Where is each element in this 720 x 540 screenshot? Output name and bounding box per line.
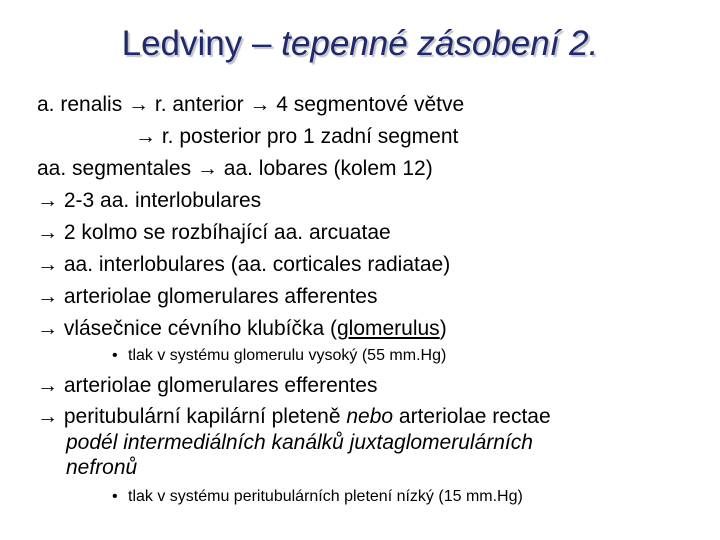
text-line-interlobulares: → 2-3 aa. interlobulares: [37, 189, 262, 212]
capillary-prefix: → vlásečnice cévního klubíčka (: [37, 317, 337, 340]
peritubular-suffix: arteriolae rectae: [393, 405, 551, 428]
capillary-suffix: ): [439, 317, 447, 340]
text-line-posterior: → r. posterior pro 1 zadní segment: [135, 125, 459, 148]
text-line-corticales: → aa. interlobulares (aa. corticales radiatae): [37, 253, 451, 276]
glomerulus-term: glomerulus: [336, 317, 440, 340]
text-line-efferentes: → arteriolae glomerulares efferentes: [37, 374, 378, 397]
text-line-continuation-1: podél intermediálních kanálků juxtaglomerulárních: [66, 431, 533, 454]
bullet-text: tlak v systému peritubulárních pletení nízký (15 mm.Hg): [128, 488, 523, 505]
bullet-icon: •: [112, 347, 118, 364]
text-line-renalis: a. renalis → r. anterior → 4 segmentové větve: [37, 93, 465, 116]
bullet-glomerulus-pressure: [112, 346, 446, 366]
text-line-continuation-2: nefronů: [66, 456, 138, 479]
bullet-icon: •: [112, 488, 118, 505]
bullet-text: tlak v systému glomerulu vysoký (55 mm.Hg): [128, 347, 447, 364]
text-line-segmentales: aa. segmentales → aa. lobares (kolem 12): [37, 157, 433, 180]
peritubular-prefix: → peritubulární kapilární pleteně: [37, 405, 347, 428]
bullet-peritubular-pressure: [112, 487, 523, 507]
text-line-afferentes: → arteriolae glomerulares afferentes: [37, 285, 378, 308]
text-line-peritubular: [37, 404, 551, 430]
peritubular-italic: nebo: [346, 405, 394, 428]
text-line-arcuatae: → 2 kolmo se rozbíhající aa. arcuatae: [37, 221, 391, 244]
text-line-capillaries: [37, 316, 447, 342]
slide-title: [0, 22, 720, 66]
title-italic: tepenné zásobení 2.: [281, 24, 599, 63]
title-prefix: Ledviny –: [121, 24, 282, 63]
